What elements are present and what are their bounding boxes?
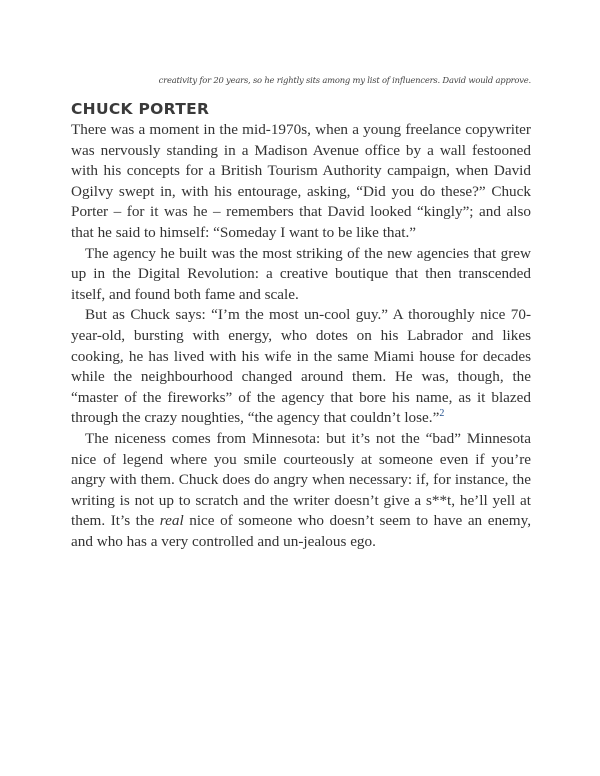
section-body	[71, 120, 531, 552]
paragraph-3-text: But as Chuck says: “I’m the most un-cool guy.” A thoroughly nice 70-year-old, bursting with energy, who dotes on his Labrador and likes cooking, he has lived with his wife in the same Miami house for decades while the neighbourhood changed around them. He was, though, the “master of the fireworks” of the agency that bore his name, as it blazed through the crazy noughties, “the agency that couldn’t lose.”	[71, 306, 531, 427]
emphasis-real: real	[159, 512, 184, 530]
paragraph-4-text-before: The niceness comes from Minnesota: but it’s not the “bad” Minnesota nice of legend where you smile courteously at someone even if you’re angry with them. Chuck does do angry when necessary: if, for instance, the writing is not up to scratch and the writer doesn’t give a s**t, he’ll yell at them. It’s the	[71, 429, 531, 530]
section-heading: CHUCK PORTER	[71, 100, 210, 118]
paragraph-4	[71, 429, 531, 553]
image-caption: creativity for 20 years, so he rightly sits among my list of influencers. David would approve.	[158, 75, 531, 85]
paragraph-1: There was a moment in the mid-1970s, when a young freelance copywriter was nervously standing in a Madison Avenue office by a wall festooned with his concepts for a British Tourism Authority campaign, when David Ogilvy swept in, with his entourage, asking, “Did you do these?” Chuck Porter – for it was he – remembers that David looked “kingly”; and also that he said to himself: “Someday I want to be like that.”	[71, 121, 531, 241]
paragraph-2: The agency he built was the most striking of the new agencies that grew up in the Digital Revolution: a creative boutique that then transcended itself, and found both fame and scale.	[71, 244, 531, 303]
paragraph-3	[71, 305, 531, 429]
paragraph-4-text-after: nice of someone who doesn’t seem to have an enemy, and who has a very controlled and un-jealous ego.	[71, 512, 531, 550]
footnote-link[interactable]: 2	[439, 408, 445, 420]
